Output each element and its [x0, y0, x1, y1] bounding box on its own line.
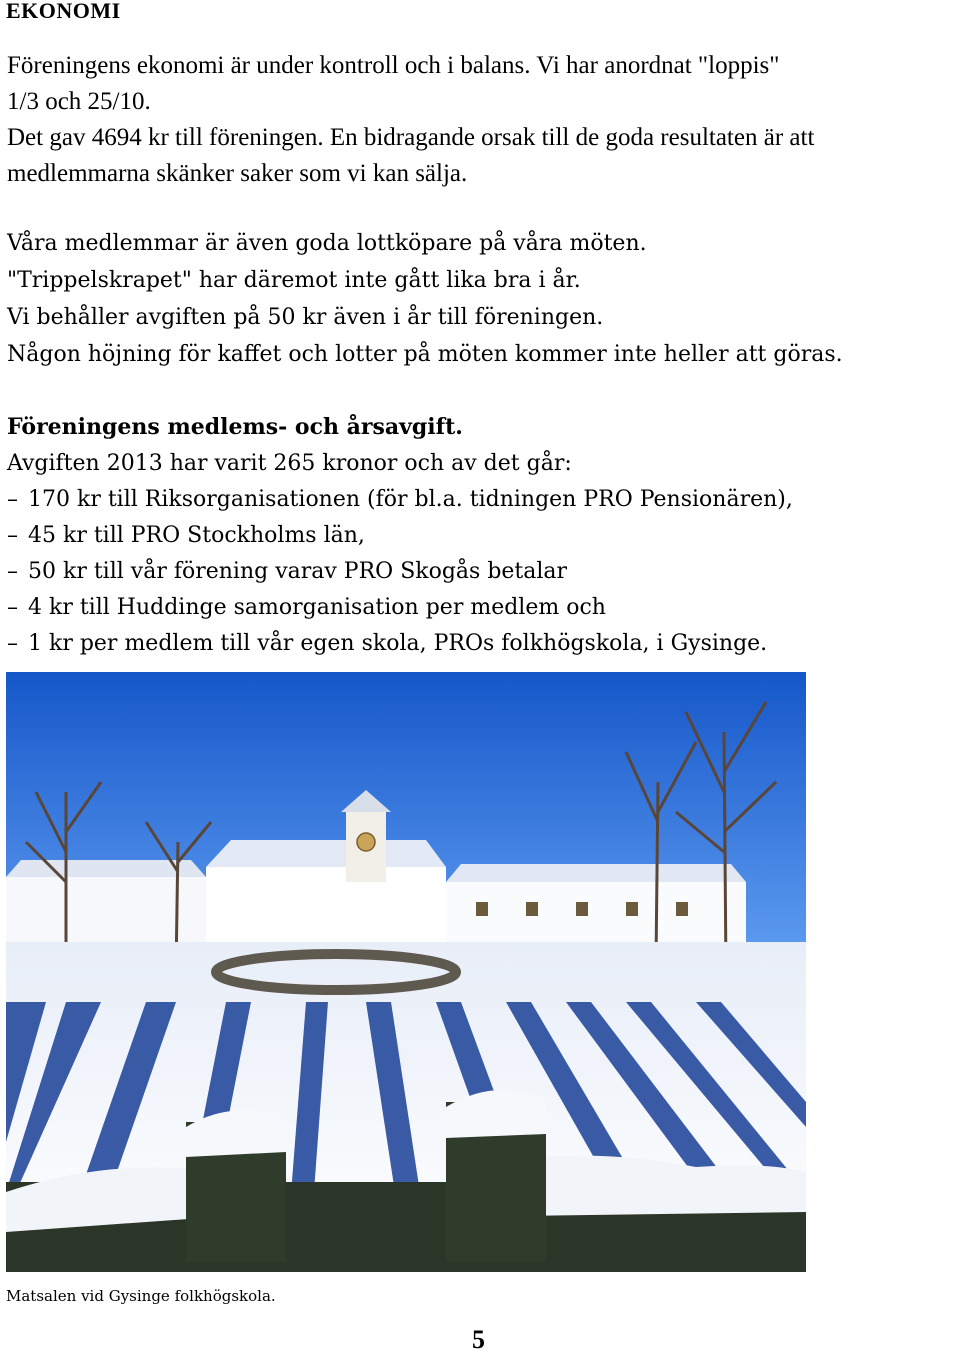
paragraph1-line: 1/3 och 25/10. [7, 88, 151, 115]
page-number: 5 [472, 1325, 485, 1354]
section-heading: EKONOMI [6, 0, 121, 23]
dash-bullet: – [7, 487, 18, 512]
fee-section-intro: Avgiften 2013 har varit 265 kronor och av det går: [7, 451, 572, 476]
dash-bullet: – [7, 631, 18, 656]
dash-bullet: – [7, 523, 18, 548]
fee-list-item [7, 558, 567, 586]
fee-list-item-text: 4 kr till Huddinge samorganisation per medlem och [28, 595, 606, 620]
paragraph1-line: Föreningens ekonomi är under kontroll och i balans. Vi har anordnat "loppis" [7, 52, 780, 79]
paragraph2-line: "Trippelskrapet" har däremot inte gått lika bra i år. [7, 268, 581, 293]
photo-illustration [6, 672, 806, 1272]
paragraph1-line: medlemmarna skänker saker som vi kan sälja. [7, 160, 468, 187]
fee-list-item [7, 486, 793, 514]
fee-list-item [7, 522, 365, 550]
paragraph1-line: Det gav 4694 kr till föreningen. En bidragande orsak till de goda resultaten är att [7, 124, 815, 151]
fee-section-title: Föreningens medlems- och årsavgift. [7, 414, 463, 440]
dash-bullet: – [7, 595, 18, 620]
fee-list-item-text: 45 kr till PRO Stockholms län, [28, 523, 365, 548]
dash-bullet: – [7, 559, 18, 584]
paragraph2-line: Någon höjning för kaffet och lotter på möten kommer inte heller att göras. [7, 342, 843, 367]
fee-list-item-text: 170 kr till Riksorganisationen (för bl.a. tidningen PRO Pensionären), [28, 487, 793, 512]
fee-list-item [7, 630, 767, 658]
photo-caption: Matsalen vid Gysinge folkhögskola. [6, 1287, 276, 1305]
paragraph2-line: Vi behåller avgiften på 50 kr även i år till föreningen. [7, 305, 604, 330]
fee-list-item-text: 50 kr till vår förening varav PRO Skogås betalar [28, 559, 568, 584]
winter-photo [6, 672, 806, 1272]
paragraph2-line: Våra medlemmar är även goda lottköpare på våra möten. [7, 231, 647, 256]
fee-list-item [7, 594, 606, 622]
fee-list-item-text: 1 kr per medlem till vår egen skola, PROs folkhögskola, i Gysinge. [28, 631, 768, 656]
